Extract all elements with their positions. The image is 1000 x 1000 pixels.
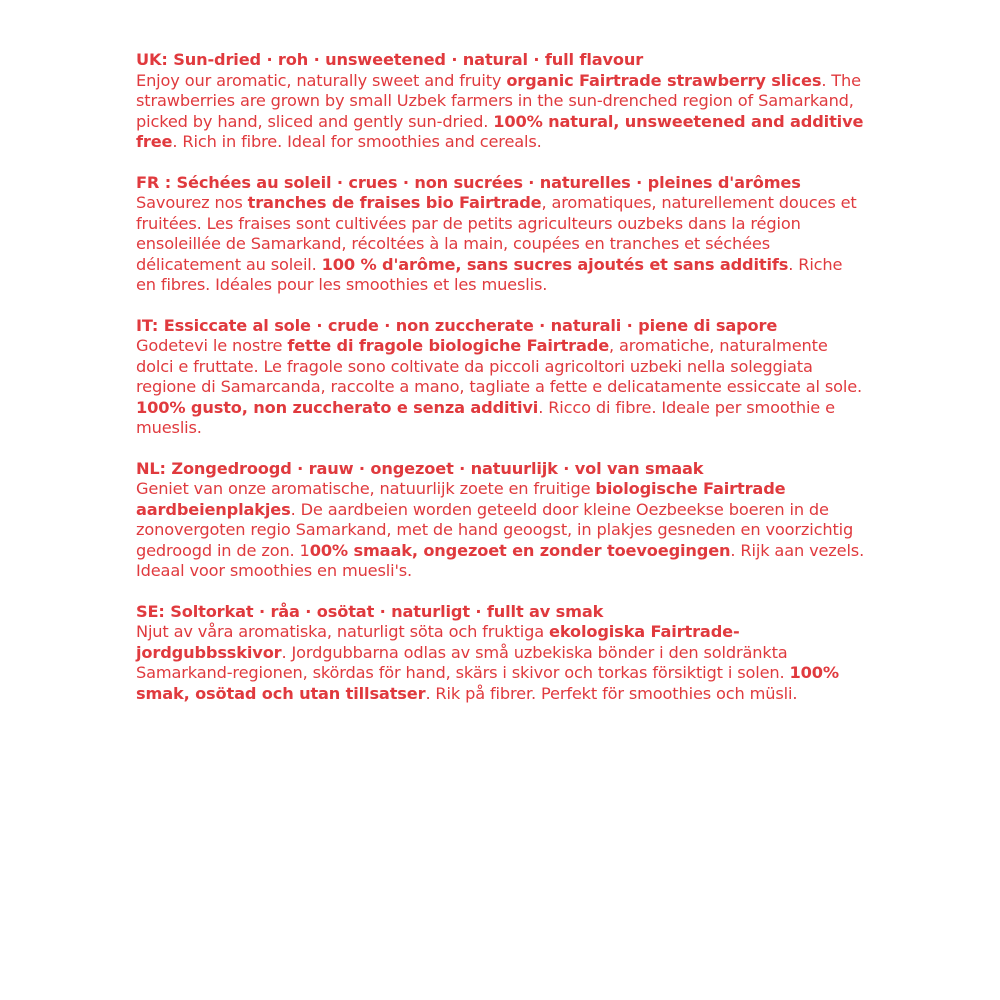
body-highlight: 100% natural, unsweetened and additive free <box>136 111 864 151</box>
body-text: . Rijk aan vezels. Ideaal voor smoothies en muesli's. <box>136 540 865 580</box>
body-text: . Riche en fibres. Idéales pour les smoothies et les mueslis. <box>136 254 843 294</box>
body-highlight: biologische Fairtrade aardbeienplakjes <box>136 479 786 519</box>
section-se <box>136 602 866 705</box>
body-highlight: organic Fairtrade strawberry slices <box>506 70 822 90</box>
body-text: Njut av våra aromatiska, naturligt söta och fruktiga <box>136 622 549 641</box>
section-heading-uk: UK: Sun-dried · roh · unsweetened · natural · full flavour <box>136 50 644 69</box>
section-fr <box>136 173 866 296</box>
section-it <box>136 316 866 439</box>
body-text: . De aardbeien worden geteeld door kleine Oezbeekse boeren in de zonovergoten regio Samarkand, met de hand geoogst, in plakjes gesneden en voorzichtig gedroogd in de zon. 1 <box>136 499 854 560</box>
section-body-nl <box>136 479 866 582</box>
body-text: . Jordgubbarna odlas av små uzbekiska bönder i den soldränkta Samarkand-regionen, skördas för hand, skärs i skivor och torkas försiktigt i solen. <box>136 642 790 682</box>
body-text: . Ricco di fibre. Ideale per smoothie e mueslis. <box>136 397 835 437</box>
body-text: Godetevi le nostre <box>136 336 288 355</box>
section-body-uk <box>136 71 866 153</box>
section-body-it <box>136 336 866 439</box>
section-body-fr <box>136 193 866 296</box>
body-highlight: ekologiska Fairtrade-jordgubbsskivor <box>136 622 740 662</box>
body-text: Savourez nos <box>136 193 248 212</box>
body-text: . Rik på fibrer. Perfekt för smoothies och müsli. <box>425 683 798 703</box>
body-text: , aromatiques, naturellement douces et fruitées. Les fraises sont cultivées par de petits agriculteurs ouzbeks dans la région ensoleillée de Samarkand, récoltées à la main, coupées en tranches et séchées délicatement au soleil. <box>136 193 857 274</box>
body-highlight: 00% smaak, ongezoet en zonder toevoegingen <box>309 540 731 560</box>
body-highlight: fette di fragole biologiche Fairtrade <box>287 336 610 355</box>
section-uk <box>136 50 866 153</box>
section-heading-se: SE: Soltorkat · råa · osötat · naturligt · fullt av smak <box>136 601 604 621</box>
body-highlight: 100% gusto, non zuccherato e senza additivi <box>136 397 539 417</box>
section-heading-nl: NL: Zongedroogd · rauw · ongezoet · natuurlijk · vol van smaak <box>136 458 704 478</box>
section-nl <box>136 459 866 582</box>
body-highlight: 100% smak, osötad och utan tillsatser <box>136 663 839 703</box>
body-text: . Rich in fibre. Ideal for smoothies and cereals. <box>172 132 542 151</box>
section-heading-it: IT: Essiccate al sole · crude · non zuccherate · naturali · piene di sapore <box>136 315 778 335</box>
section-heading-fr: FR : Séchées au soleil · crues · non sucrées · naturelles · pleines d'arômes <box>136 172 801 192</box>
section-body-se <box>136 622 866 704</box>
body-highlight: tranches de fraises bio Fairtrade <box>247 193 542 212</box>
body-text: Enjoy our aromatic, naturally sweet and fruity <box>136 70 507 90</box>
body-text: Geniet van onze aromatische, natuurlijk zoete en fruitige <box>136 479 596 498</box>
body-highlight: 100 % d'arôme, sans sucres ajoutés et sans additifs <box>321 254 789 274</box>
body-text: . The strawberries are grown by small Uzbek farmers in the sun-drenched region of Samarkand, picked by hand, sliced and gently sun-dried. <box>136 70 861 131</box>
body-text: , aromatiche, naturalmente dolci e fruttate. Le fragole sono coltivate da piccoli agricoltori uzbeki nella soleggiata regione di Samarcanda, raccolte a mano, tagliate a fette e delicatamente essiccate al sole. <box>136 336 863 396</box>
